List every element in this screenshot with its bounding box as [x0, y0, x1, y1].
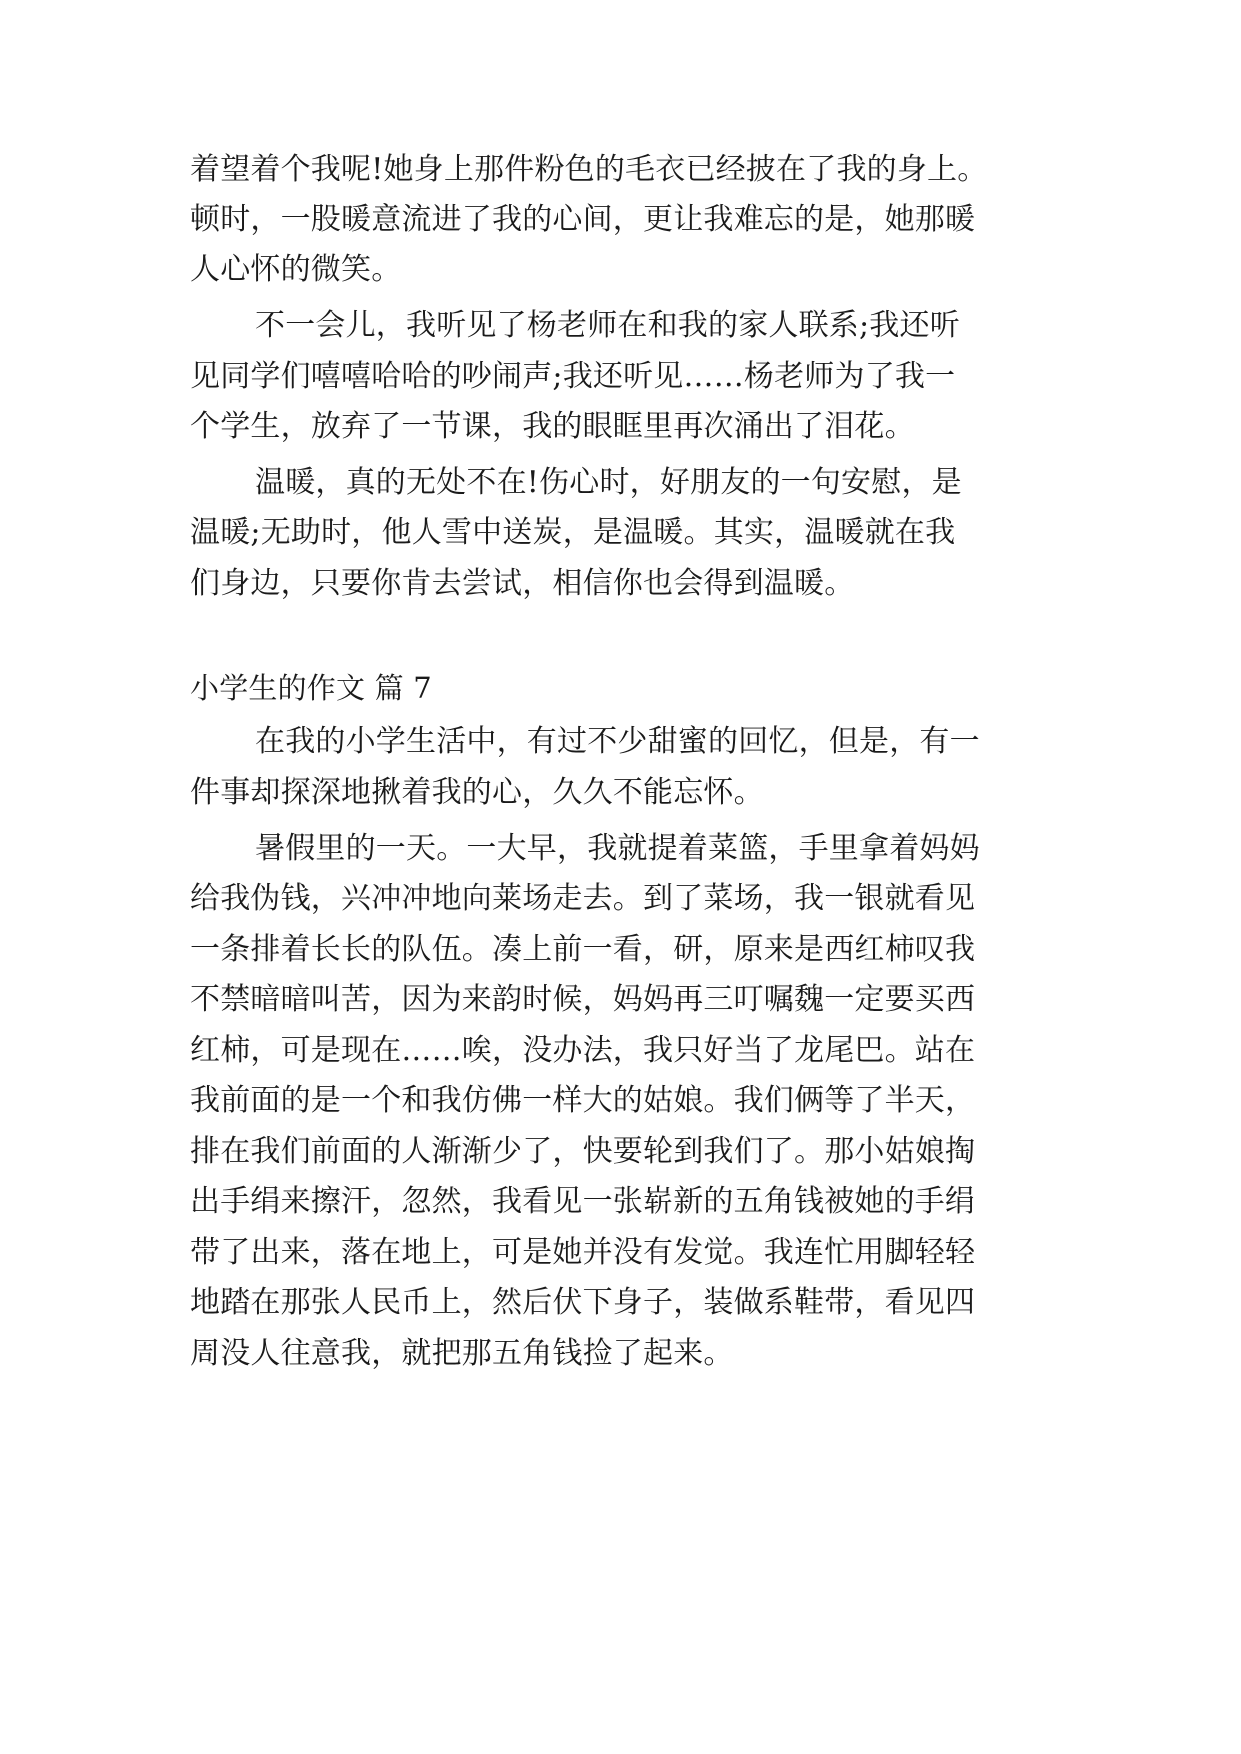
paragraph-line: 出手绢来擦汗，忽然，我看见一张崭新的五角钱被她的手绢 [190, 1184, 976, 1219]
section-heading: 小学生的作文 篇 7 [190, 671, 432, 705]
paragraph-line: 我前面的是一个和我仿佛一样大的姑娘。我们俩等了半天， [190, 1083, 976, 1118]
paragraph-line: 们身边，只要你肯去尝试，相信你也会得到温暖。 [190, 566, 855, 601]
paragraph-line: 顿时，一股暖意流进了我的心间，更让我难忘的是，她那暖 [190, 202, 976, 237]
paragraph-line: 地踏在那张人民币上，然后伏下身子，装做系鞋带，看见四 [190, 1285, 976, 1320]
paragraph-line: 见同学们嘻嘻哈哈的吵闹声;我还听见……杨老师为了我一 [190, 359, 956, 394]
paragraph-line: 红柿，可是现在……唉，没办法，我只好当了龙尾巴。站在 [190, 1033, 976, 1068]
paragraph-line: 排在我们前面的人渐渐少了，快要轮到我们了。那小姑娘掏 [190, 1134, 976, 1169]
paragraph-line: 一条排着长长的队伍。凑上前一看，研，原来是西红柿叹我 [190, 932, 976, 967]
paragraph-line: 不一会儿，我听见了杨老师在和我的家人联系;我还听 [255, 308, 960, 343]
paragraph-line: 人心怀的微笑。 [190, 252, 402, 287]
paragraph-line: 给我伪钱，兴冲冲地向莱场走去。到了菜场，我一银就看见 [190, 881, 976, 916]
paragraph-line: 个学生，放弃了一节课，我的眼眶里再次涌出了泪花。 [190, 409, 915, 444]
paragraph-line: 暑假里的一天。一大早，我就提着菜篮，手里拿着妈妈 [255, 831, 980, 866]
paragraph-line: 温暖，真的无处不在!伤心时，好朋友的一句安慰，是 [255, 465, 962, 500]
paragraph-line: 温暖;无助时，他人雪中送炭，是温暖。其实，温暖就在我 [190, 515, 956, 550]
paragraph-line: 着望着个我呢!她身上那件粉色的毛衣已经披在了我的身上。 [190, 152, 988, 187]
paragraph-line: 在我的小学生活中，有过不少甜蜜的回忆，但是，有一 [255, 724, 980, 759]
paragraph-line: 件事却探深地揪着我的心，久久不能忘怀。 [190, 775, 764, 810]
paragraph-line: 周没人往意我，就把那五角钱捡了起来。 [190, 1336, 734, 1371]
paragraph-line: 带了出来，落在地上，可是她并没有发觉。我连忙用脚轻轻 [190, 1235, 976, 1270]
paragraph-line: 不禁暗暗叫苦，因为来韵时候，妈妈再三叮嘱魏一定要买西 [190, 982, 976, 1017]
